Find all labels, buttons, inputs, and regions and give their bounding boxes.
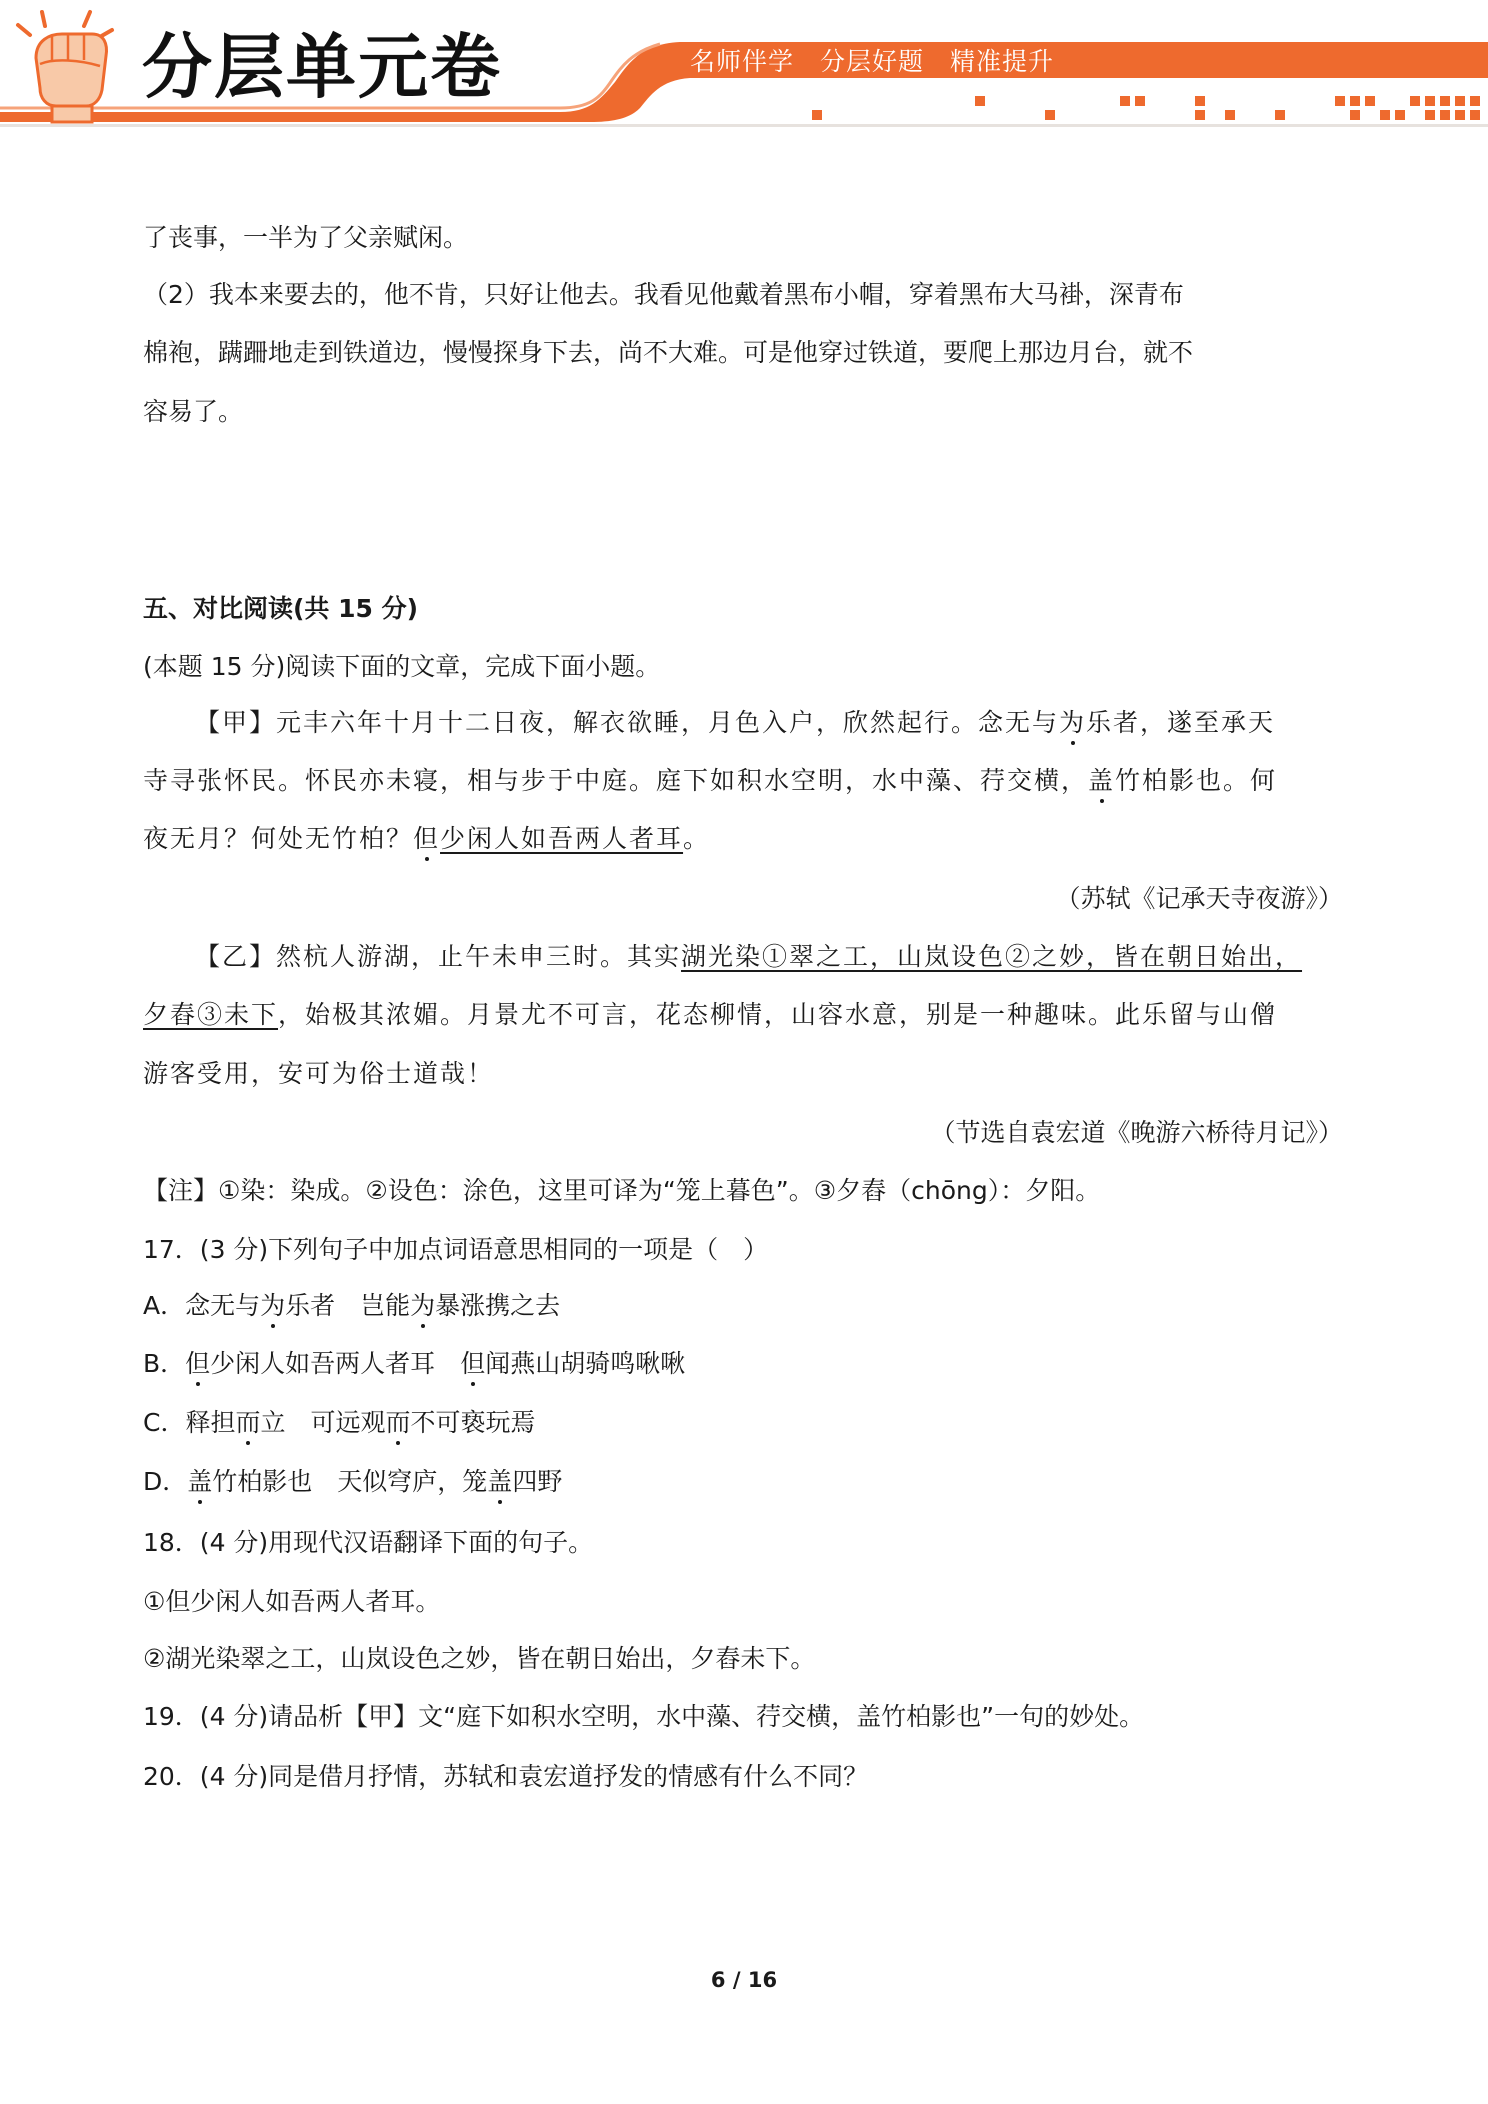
question-19: 19．(4 分)请品析【甲】文“庭下如积水空明，水中藻、荇交横，盖竹柏影也”一句的妙处。 — [143, 1702, 1145, 1731]
passage-yi-line3: 游客受用，安可为俗士道哉！ — [143, 1059, 495, 1088]
question-17: 17．(3 分)下列句子中加点词语意思相同的一项是（ ） — [143, 1235, 769, 1264]
source-jia: （苏轼《记承天寺夜游》） — [1055, 884, 1343, 913]
dotted-char: 但 — [413, 822, 440, 856]
underlined-phrase: 夕舂③未下 — [143, 1000, 279, 1029]
dotted-char: 盖 — [187, 1465, 212, 1499]
text-line: 容易了。 — [143, 397, 244, 426]
dotted-char: 而 — [235, 1406, 260, 1440]
option-b: B．但少闲人如吾两人者耳 但闻燕山胡骑鸣啾啾 — [143, 1347, 685, 1381]
underlined-phrase: 但少闲人如吾两人者耳 — [413, 824, 683, 853]
question-18-item-1: ①但少闲人如吾两人者耳。 — [143, 1587, 441, 1616]
option-c: C．释担而立 可远观而不可亵玩焉 — [143, 1406, 536, 1440]
underlined-phrase: 湖光染①翠之工，山岚设色②之妙，皆在朝日始出， — [681, 942, 1303, 971]
section-intro: (本题 15 分)阅读下面的文章，完成下面小题。 — [143, 652, 661, 681]
passage-jia-line3: 夜无月？何处无竹柏？但少闲人如吾两人者耳。 — [143, 822, 710, 856]
option-a: A．念无与为乐者 岂能为暴涨携之去 — [143, 1289, 560, 1323]
passage-yi-line1: 【乙】然杭人游湖，止午未申三时。其实湖光染①翠之工，山岚设色②之妙，皆在朝日始出， — [195, 942, 1303, 971]
question-20: 20．(4 分)同是借月抒情，苏轼和袁宏道抒发的情感有什么不同？ — [143, 1762, 869, 1791]
dotted-char: 盖 — [1088, 764, 1115, 798]
question-18-item-2: ②湖光染翠之工，山岚设色之妙，皆在朝日始出，夕舂未下。 — [143, 1644, 816, 1673]
page-number: 6 / 16 — [710, 1968, 778, 1992]
source-yi: （节选自袁宏道《晚游六桥待月记》） — [930, 1118, 1343, 1147]
header-title: 分层单元卷 — [142, 26, 502, 108]
dotted-char: 盖 — [487, 1465, 512, 1499]
question-18: 18．(4 分)用现代汉语翻译下面的句子。 — [143, 1528, 594, 1557]
text-line: （2）我本来要去的，他不肯，只好让他去。我看见他戴着黑布小帽，穿着黑布大马褂，深青布 — [143, 280, 1184, 309]
dotted-char: 而 — [386, 1406, 411, 1440]
passage-yi-line2: 夕舂③未下，始极其浓媚。月景尤不可言，花态柳情，山容水意，别是一种趣味。此乐留与山僧 — [143, 1000, 1278, 1029]
dotted-char: 但 — [185, 1347, 210, 1381]
option-d: D．盖竹柏影也 天似穹庐，笼盖四野 — [143, 1465, 562, 1499]
text-line: 棉袍，蹒跚地走到铁道边，慢慢探身下去，尚不大难。可是他穿过铁道，要爬上那边月台，就不 — [143, 338, 1194, 367]
dotted-char: 为 — [410, 1289, 435, 1323]
fist-icon — [18, 12, 112, 122]
annotation-note: 【注】①染：染成。②设色：涂色，这里可译为“笼上暮色”。③夕舂（chōng）：夕阳。 — [143, 1176, 1101, 1205]
dotted-char: 但 — [460, 1347, 485, 1381]
section-heading: 五、对比阅读(共 15 分) — [143, 594, 419, 623]
page-header — [0, 0, 1488, 130]
dotted-char: 为 — [260, 1289, 285, 1323]
passage-jia-line1: 【甲】元丰六年十月十二日夜，解衣欲睡，月色入户，欣然起行。念无与为乐者，遂至承天 — [143, 706, 1275, 740]
header-slogan: 名师伴学 分层好题 精准提升 — [690, 47, 1055, 76]
dotted-char: 为 — [1059, 706, 1086, 740]
text-line: 了丧事，一半为了父亲赋闲。 — [143, 223, 469, 252]
passage-jia-line2: 寺寻张怀民。怀民亦未寝，相与步于中庭。庭下如积水空明，水中藻、荇交横，盖竹柏影也。何 — [143, 764, 1277, 798]
